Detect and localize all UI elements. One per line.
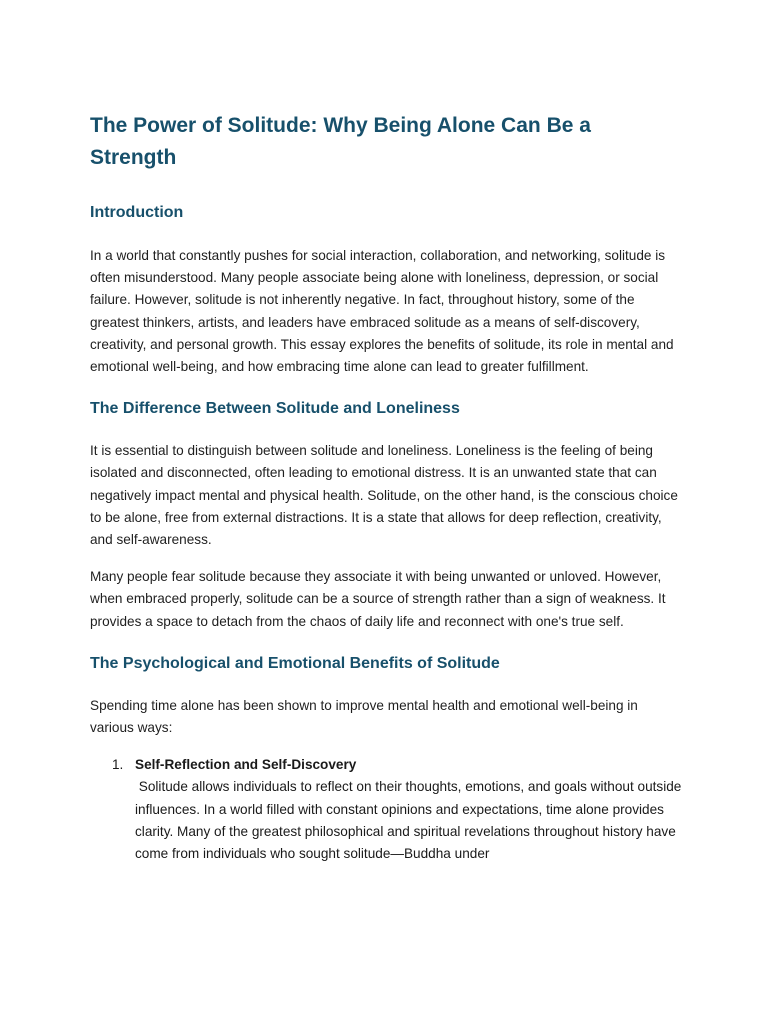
benefits-list (90, 754, 686, 865)
document-page (90, 110, 686, 865)
paragraph-benefits-intro: Spending time alone has been shown to improve mental health and emotional well-being in various ways: (90, 697, 638, 736)
paragraph-difference-1: It is essential to distinguish between solitude and loneliness. Loneliness is the feeling of being isolated and disconnected, often leading to emotional distress. It is an unwanted state that can negatively impact mental and physical health. Solitude, on the other hand, is the conscious choice to be alone, free from external distractions. It is a state that allows for deep reflection, creativity, and self-awareness. (90, 443, 678, 548)
paragraph-difference-2: Many people fear solitude because they associate it with being unwanted or unloved. However, when embraced properly, solitude can be a source of strength rather than a sign of weakness. It provides a space to detach from the chaos of daily life and reconnect with one's true self. (90, 569, 666, 629)
document-title: The Power of Solitude: Why Being Alone Can Be a Strength (90, 114, 591, 169)
section-heading-benefits: The Psychological and Emotional Benefits of Solitude (90, 654, 500, 672)
list-item-title: Self-Reflection and Self-Discovery (135, 757, 357, 773)
paragraph-introduction: In a world that constantly pushes for social interaction, collaboration, and networking, solitude is often misunderstood. Many people associate being alone with loneliness, depression, or social failure. However, solitude is not inherently negative. In fact, throughout history, some of the greatest thinkers, artists, and leaders have embraced solitude as a means of self-discovery, creativity, and personal growth. This essay explores the benefits of solitude, its role in mental and emotional well-being, and how embracing time alone can lead to greater fulfillment. (90, 248, 674, 375)
list-item-number: 1. (112, 757, 124, 773)
section-heading-introduction: Introduction (90, 204, 184, 221)
list-item-text: Solitude allows individuals to reflect on their thoughts, emotions, and goals without outside influences. In a world filled with constant opinions and expectations, time alone provides clarity. Many of the greatest philosophical and spiritual revelations throughout history have come from individuals who sought solitude—Buddha under (135, 779, 686, 862)
list-item (90, 754, 686, 865)
section-heading-difference: The Difference Between Solitude and Loneliness (90, 400, 460, 418)
